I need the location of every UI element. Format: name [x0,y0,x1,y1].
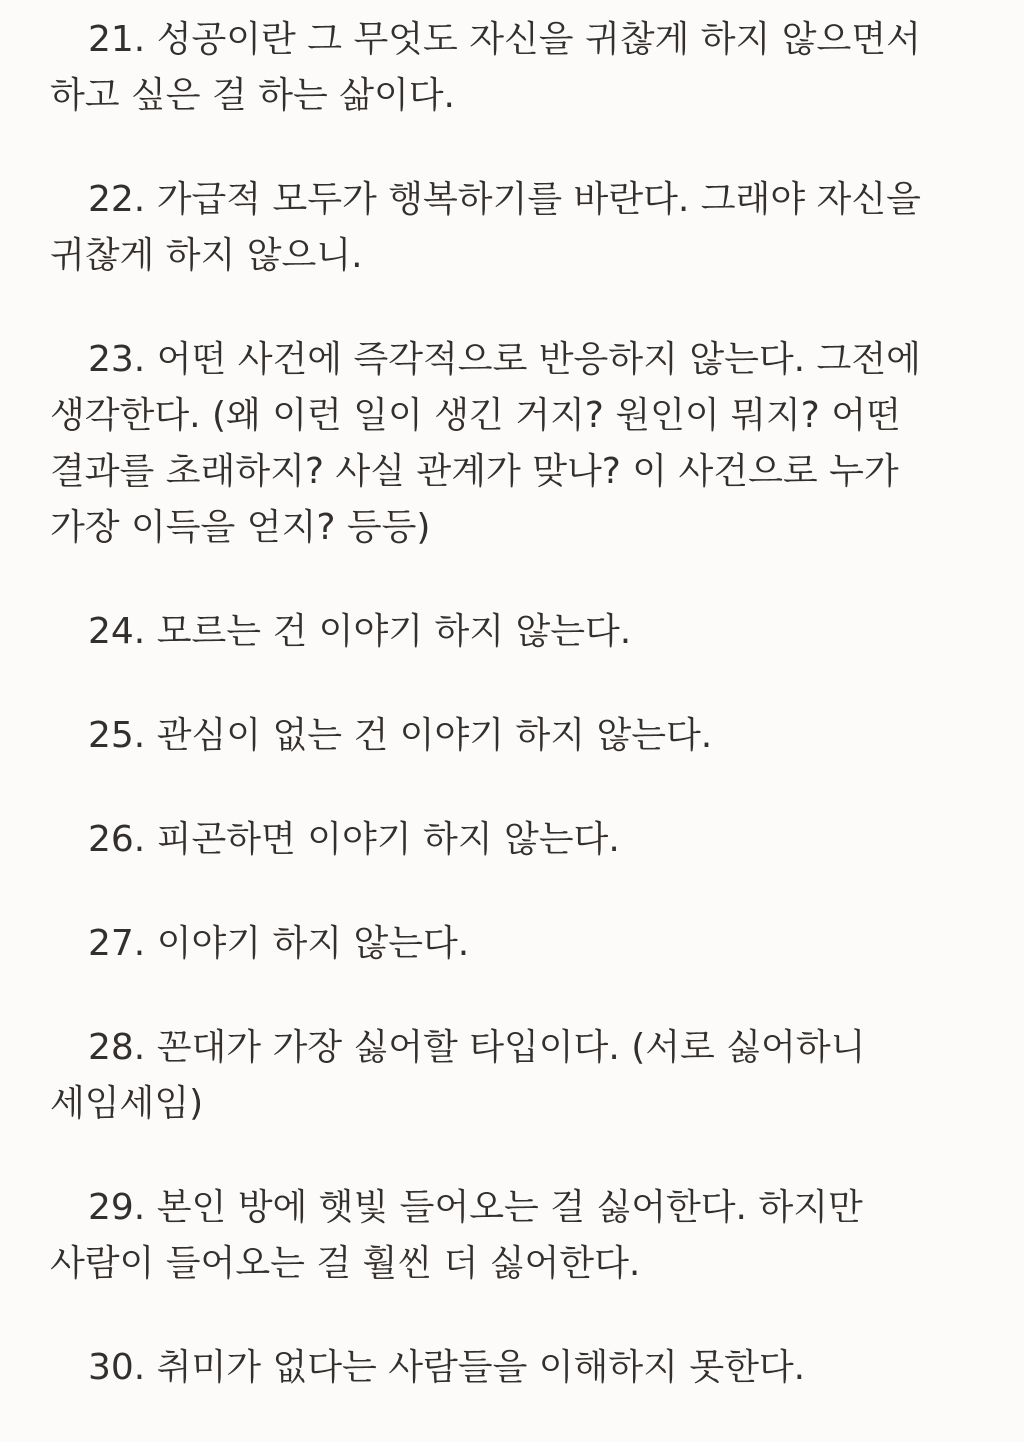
list-item-28: 28. 꼰대가 가장 싫어할 타입이다. (서로 싫어하니 세임세임) [50,1027,866,1124]
list-item-21: 21. 성공이란 그 무엇도 자신을 귀찮게 하지 않으면서 하고 싶은 걸 하는 삶이다. [50,19,921,116]
list-item-23: 23. 어떤 사건에 즉각적으로 반응하지 않는다. 그전에 생각한다. (왜 이런 일이 생긴 거지? 원인이 뭐지? 어떤 결과를 초래하지? 사실 관계가 맞나? 이 사건으로 누가 가장 이득을 얻지? 등등) [50,339,921,548]
list-item-29: 29. 본인 방에 햇빛 들어오는 걸 싫어한다. 하지만 사람이 들어오는 걸 훨씬 더 싫어한다. [50,1187,863,1284]
list-item-25: 25. 관심이 없는 건 이야기 하지 않는다. [88,715,713,756]
list-item-24: 24. 모르는 건 이야기 하지 않는다. [88,611,632,652]
list-item-27: 27. 이야기 하지 않는다. [88,923,470,964]
list-item-26: 26. 피곤하면 이야기 하지 않는다. [88,819,620,860]
list-item-30: 30. 취미가 없다는 사람들을 이해하지 못한다. [88,1347,806,1388]
list-item-22: 22. 가급적 모두가 행복하기를 바란다. 그래야 자신을 귀찮게 하지 않으니. [50,179,921,276]
